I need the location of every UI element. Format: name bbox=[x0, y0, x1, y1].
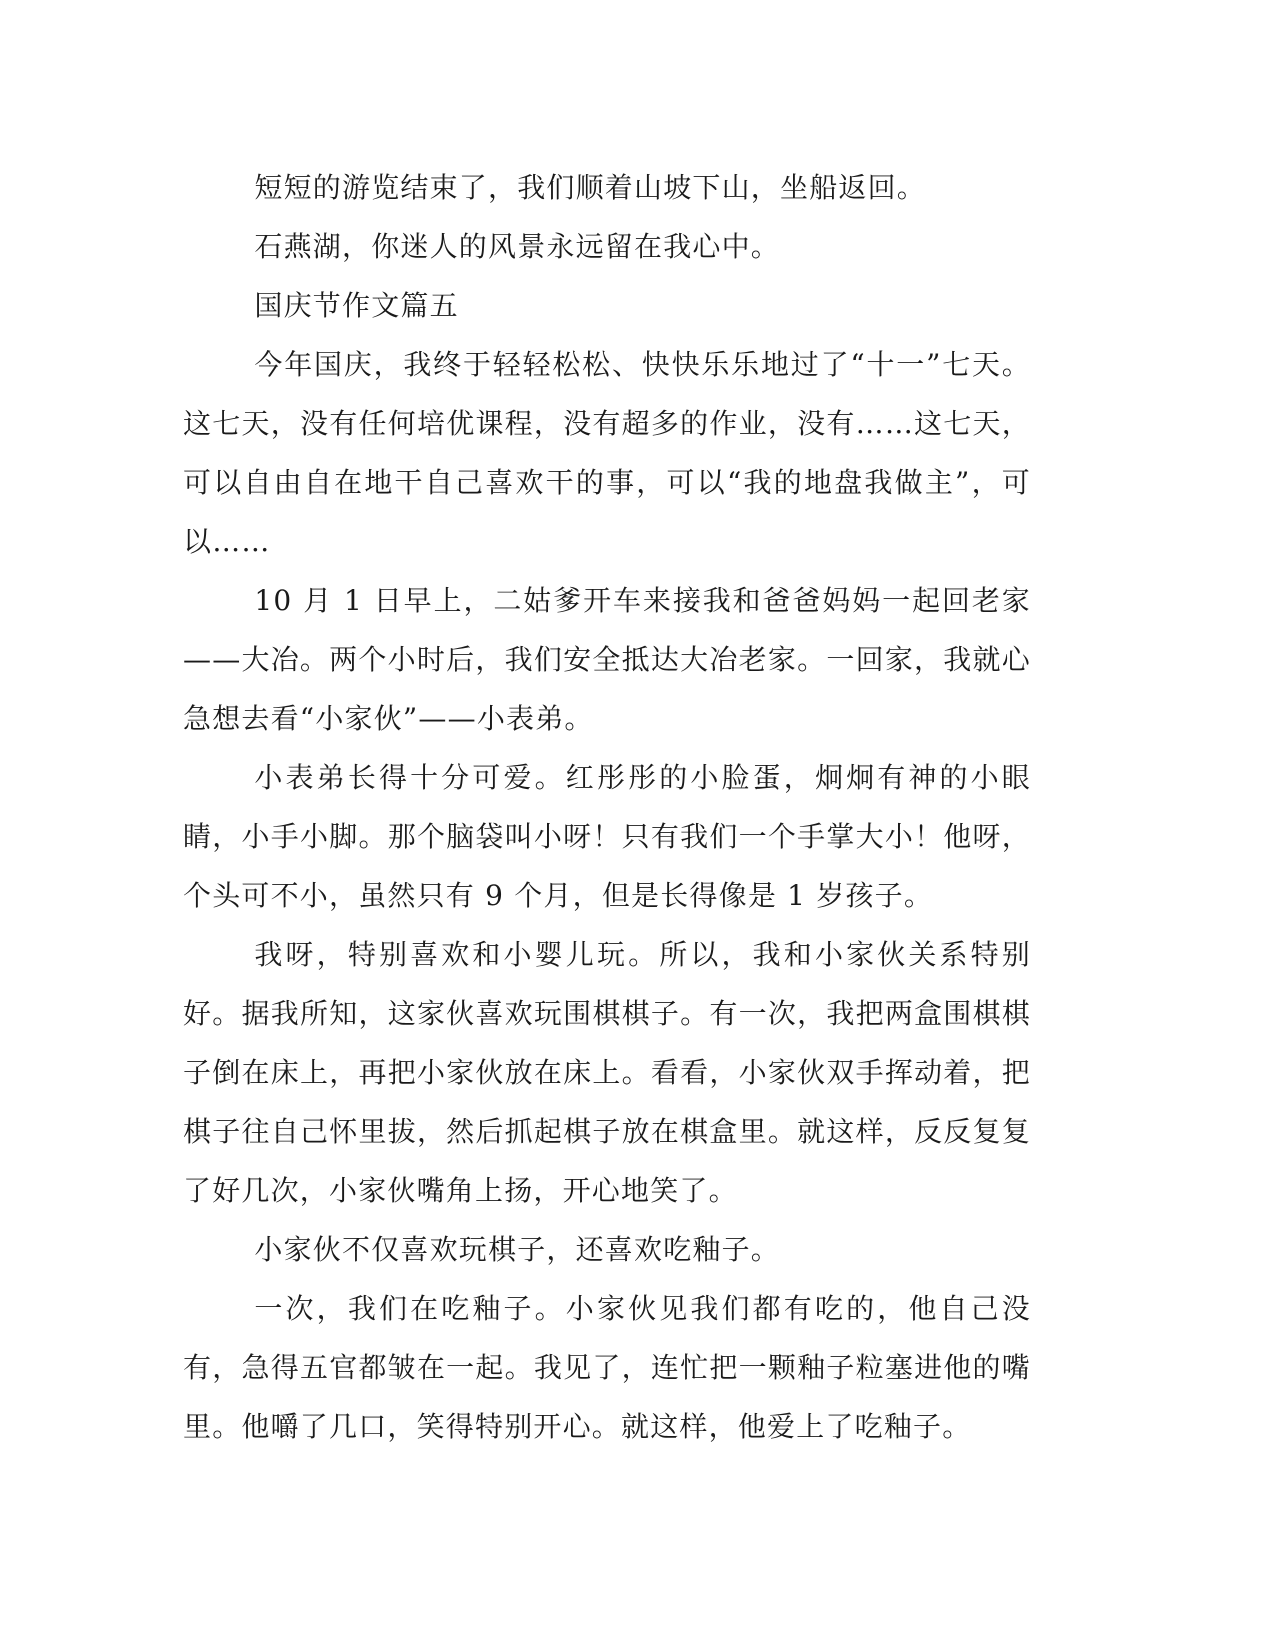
document-body bbox=[183, 158, 1031, 1456]
paragraph-national-day: 今年国庆，我终于轻轻松松、快快乐乐地过了“十一”七天。这七天，没有任何培优课程，没有超多的作业，没有……这七天，可以自由自在地干自己喜欢干的事，可以“我的地盘我做主”，可以…… bbox=[183, 348, 1031, 558]
paragraph-pomelo-story: 一次，我们在吃釉子。小家伙见我们都有吃的，他自己没有，急得五官都皱在一起。我见了，连忙把一颗釉子粒塞进他的嘴里。他嚼了几口，笑得特别开心。就这样，他爱上了吃釉子。 bbox=[183, 1292, 1031, 1443]
section-heading: 国庆节作文篇五 bbox=[254, 289, 459, 322]
paragraph-october-first: 10 月 1 日早上，二姑爹开车来接我和爸爸妈妈一起回老家——大冶。两个小时后，我们安全抵达大冶老家。一回家，我就心急想去看“小家伙”——小表弟。 bbox=[183, 584, 1031, 735]
paragraph-shiyan-lake: 石燕湖，你迷人的风景永远留在我心中。 bbox=[254, 230, 780, 263]
paragraph-tour-end: 短短的游览结束了，我们顺着山坡下山，坐船返回。 bbox=[254, 171, 926, 204]
paragraph-pomelo-intro: 小家伙不仅喜欢玩棋子，还喜欢吃釉子。 bbox=[254, 1233, 780, 1266]
paragraph-little-cousin: 小表弟长得十分可爱。红彤彤的小脸蛋，炯炯有神的小眼睛，小手小脚。那个脑袋叫小呀！只有我们一个手掌大小！他呀，个头可不小，虽然只有 9 个月，但是长得像是 1 岁孩子。 bbox=[183, 761, 1031, 912]
paragraph-go-stones: 我呀，特别喜欢和小婴儿玩。所以，我和小家伙关系特别好。据我所知，这家伙喜欢玩围棋棋子。有一次，我把两盒围棋棋子倒在床上，再把小家伙放在床上。看看，小家伙双手挥动着，把棋子往自己怀里拔，然后抓起棋子放在棋盒里。就这样，反反复复了好几次，小家伙嘴角上扬，开心地笑了。 bbox=[183, 938, 1031, 1207]
